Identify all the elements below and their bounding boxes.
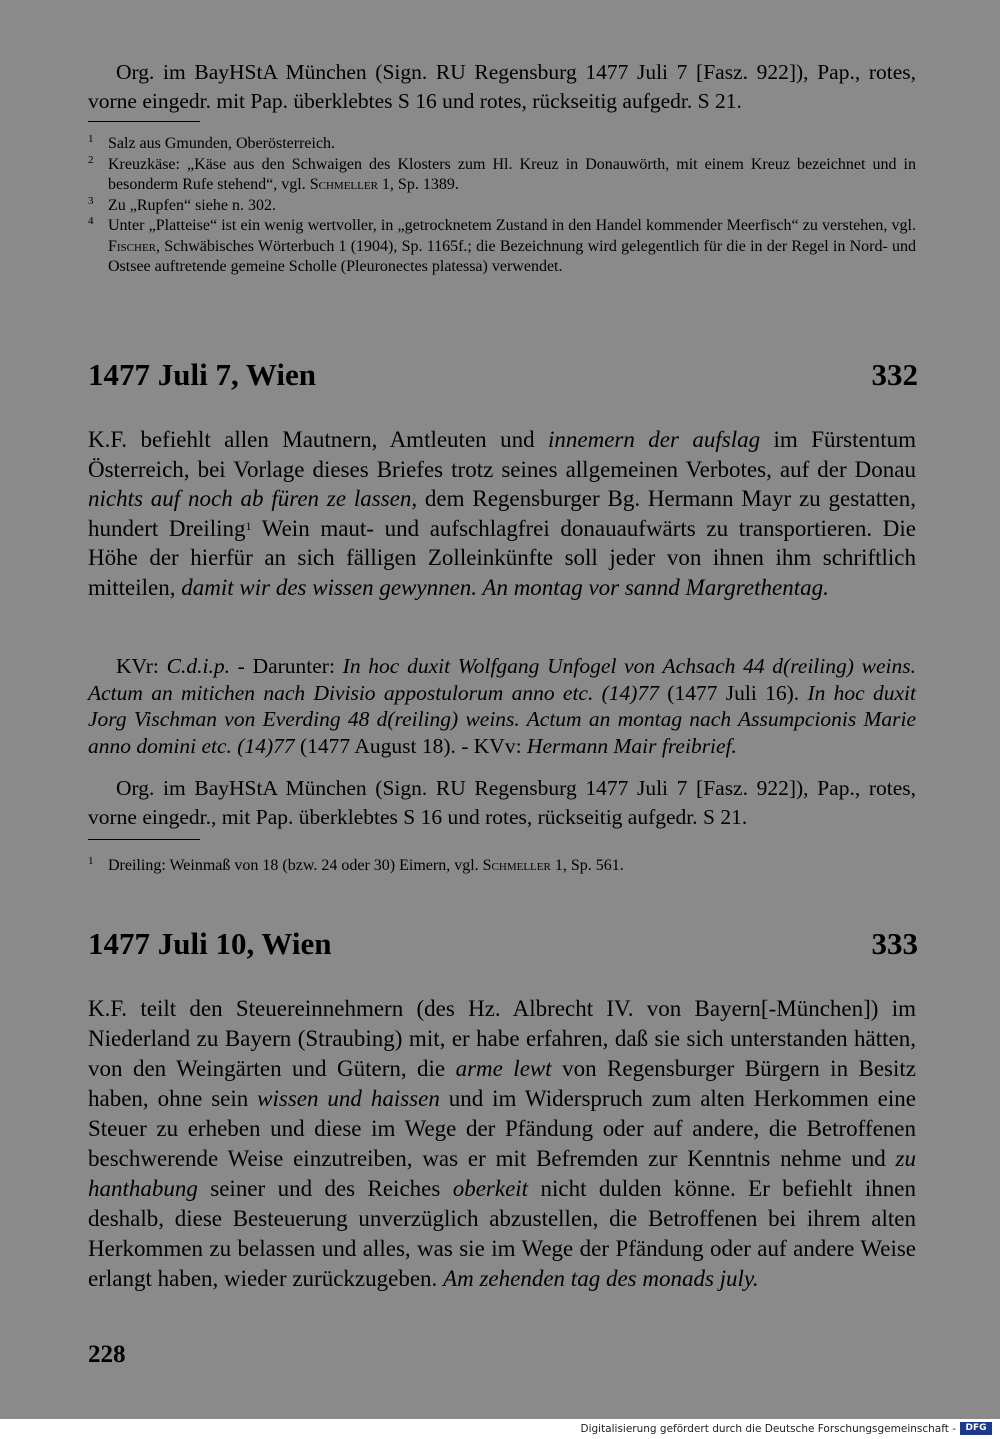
entry-333-regest: K.F. teilt den Steuereinnehmern (des Hz. Albrecht IV. von Bayern[-München]) im Niederland zu Bayern (Straubing) mit, er habe erfahren, daß sie sich unterstanden hätten, von den Weingärten und Gütern, die arme lewt von Regensburger Bürgern in Besitz haben, ohne sein wissen und haissen und im Widerspruch zum alten Herkommen eine Steuer zu erheben und diese im Wege der Pfändung oder auf andere, die Betroffenen beschwerende Weise einzutreiben, was er mit Befremden zur Kenntnis nehme und zu hanthabung seiner und des Reiches oberkeit nicht dulden könne. Er befiehlt ihnen deshalb, diese Besteuerung unverzüglich abzustellen, die Betroffenen bei ihrem alten Herkommen zu belassen und alles, was sie im Wege der Pfändung oder auf andere Weise erlangt haben, wieder zurückzugeben. Am zehenden tag des monads july. xyxy=(88,996,916,1291)
entry-332-heading: 1477 Juli 7, Wien xyxy=(88,357,316,392)
footnotes-top xyxy=(88,134,916,278)
original-note-previous xyxy=(88,58,916,116)
footnote-2: 2 Kreuzkäse: „Käse aus den Schwaigen des Klosters zum Hl. Kreuz in Donauwörth, mit einem Kreuz bezeichnet und in besonderm Rufe stehend“, vgl. Schmeller 1, Sp. 1389. xyxy=(88,153,916,193)
footnote-1: 1 Salz aus Gmunden, Oberösterreich. xyxy=(88,133,336,152)
footnote-ref: 1 xyxy=(245,518,252,533)
entry-332-number: 332 xyxy=(871,357,918,392)
entry-332-footnotes xyxy=(88,856,916,877)
page-number: 228 xyxy=(88,1341,126,1368)
original-note-text: Org. im BayHStA München (Sign. RU Regensburg 1477 Juli 7 [Fasz. 922]), Pap., rotes, vorne eingedr. mit Pap. überklebtes S 16 und rotes, rückseitig aufgedr. S 21. xyxy=(88,60,916,113)
entry-333-heading: 1477 Juli 10, Wien xyxy=(88,926,332,961)
dfg-logo: DFG xyxy=(960,1422,992,1435)
footnote-3: 3 Zu „Rupfen“ siehe n. 302. xyxy=(88,194,276,214)
entry-332-kv: KVr: C.d.i.p. - Darunter: In hoc duxit Wolfgang Unfogel von Achsach 44 d(reiling) weins. Actum an mitichen nach Divisio appostulorum anno etc. (14)77 (1477 Juli 16). In hoc duxit Jorg Vischman von Everding 48 d(reiling) weins. Actum an montag nach Assumpcionis Marie anno domini etc. (14)77 (1477 August 18). - KVv: Hermann Mair freibrief. xyxy=(88,654,916,758)
footnote-rule xyxy=(88,121,200,122)
footnote-4: 4 Unter „Platteise“ ist ein wenig wertvoller, in „getrocknetem Zustand in den Handel kommender Meerfisch“ zu verstehen, vgl. Fischer, Schwäbisches Wörterbuch 1 (1904), Sp. 1165f.; die Bezeichnung wird gelegentlich für die in der Regel in Nord- und Ostsee auftretende gemeine Scholle (Pleuronectes platessa) verwendet. xyxy=(88,215,916,275)
entry-332-regest: K.F. befiehlt allen Mautnern, Amtleuten und innemern der aufslag im Fürstentum Österreich, bei Vorlage dieses Briefes trotz seines allgemeinen Verbotes, auf der Donau nichts auf noch ab füren ze lassen, dem Regensburger Bg. Hermann Mayr zu gestatten, hundert Dreiling$^1$ Wein maut- und aufschlagfrei donauaufwärts zu transportieren. Die Höhe der hierfür an sich fälligen Zolleinkünfte soll jeder von ihnen ihm schriftlich mitteilen, damit wir des wissen gewynnen. An montag vor sannd Margrethentag. xyxy=(88,427,917,600)
footnote-rule-332 xyxy=(88,839,200,840)
footer-credit: Digitalisierung gefördert durch die Deutsche Forschungsgemeinschaft - xyxy=(580,1423,956,1435)
footnote-dreiling: 1 Dreiling: Weinmaß von 18 (bzw. 24 oder 30) Eimern, vgl. Schmeller 1, Sp. 561. xyxy=(88,855,624,874)
entry-332-original-note: Org. im BayHStA München (Sign. RU Regensburg 1477 Juli 7 [Fasz. 922]), Pap., rotes, vorne eingedr., mit Pap. überklebtes S 16 und rotes, rückseitig aufgedr. S 21. xyxy=(88,776,916,829)
entry-333-number: 333 xyxy=(871,926,918,961)
digitization-footer xyxy=(0,1419,1000,1439)
